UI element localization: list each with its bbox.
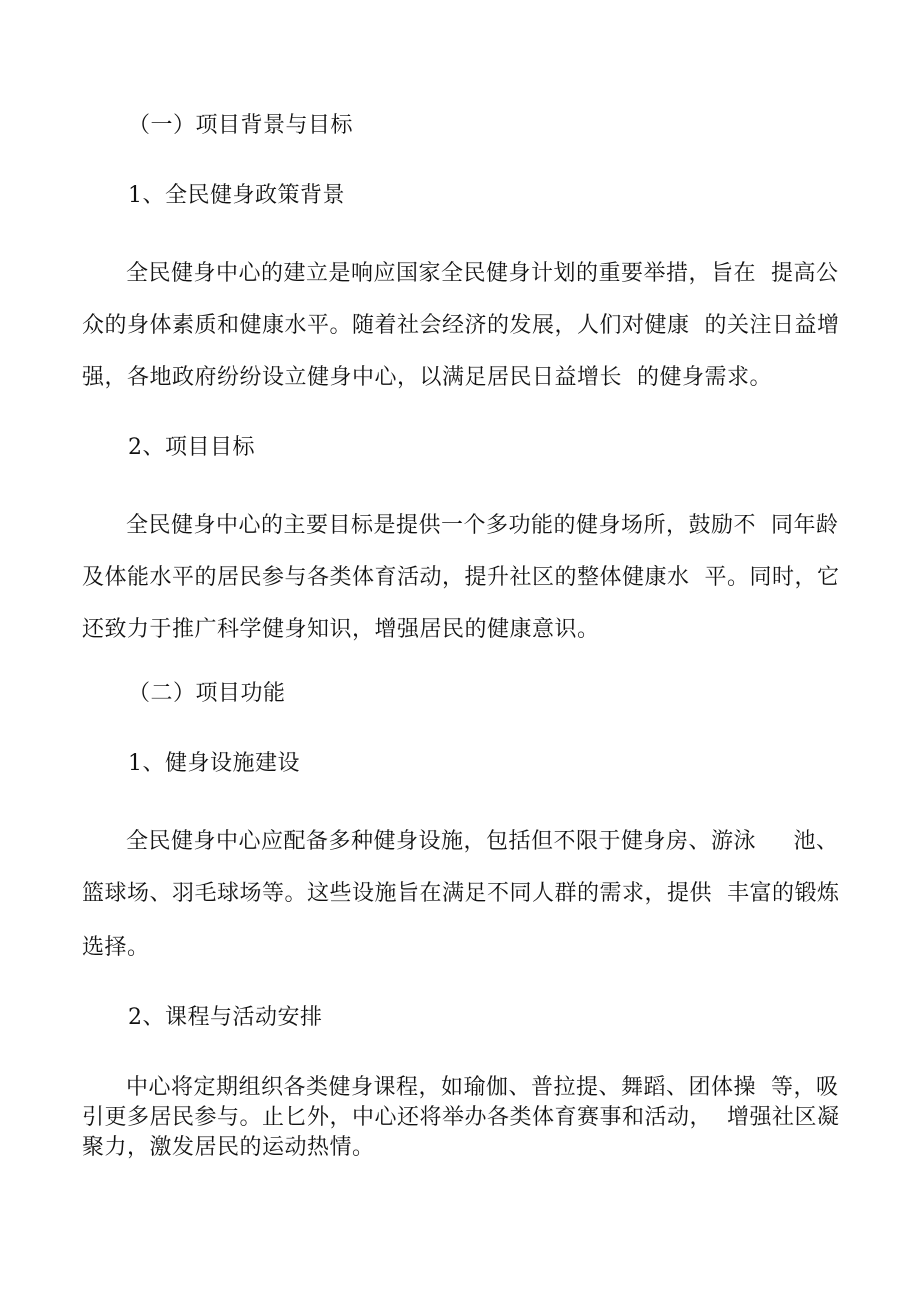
paragraph-1-line-2: 众的身体素质和健康水平。随着社会经济的发展，人们对健康 的关注日益增 [82,313,840,338]
paragraph-1-line-3: 强，各地政府纷纷设立健身中心，以满足居民日益增长 的健身需求。 [82,365,772,390]
paragraph-2-line-1: 全民健身中心的主要目标是提供一个多功能的健身场所，鼓励不 同年龄 [126,513,839,538]
section-title-2: （二）项目功能 [128,681,286,706]
item-title-project-goal: 2、项目目标 [128,435,255,460]
paragraph-4-line-1: 中心将定期组织各类健身课程，如瑜伽、普拉提、舞蹈、团体操 等，吸 [126,1075,839,1100]
paragraph-3-line-2: 篮球场、羽毛球场等。这些设施旨在满足不同人群的需求，提供 丰富的锻炼 [82,881,840,906]
section-title-1: （一）项目背景与目标 [128,113,354,138]
paragraph-2-line-3: 还致力于推广科学健身知识，增强居民的健康意识。 [82,617,600,642]
item-title-facilities: 1、健身设施建设 [128,751,300,776]
paragraph-1-line-1: 全民健身中心的建立是响应国家全民健身计划的重要举措，旨在 提高公 [126,261,839,286]
item-title-courses-activities: 2、课程与活动安排 [128,1005,323,1030]
paragraph-4-line-2: 引更多居民参与。止匕外，中心还将举办各类体育赛事和活动， 增强社区凝 [82,1105,840,1130]
paragraph-3-line-1: 全民健身中心应配备多种健身设施，包括但不限于健身房、游泳 池、 [126,829,839,854]
item-title-policy-background: 1、全民健身政策背景 [128,183,345,208]
paragraph-4-line-3: 聚力，激发居民的运动热情。 [82,1135,375,1160]
paragraph-2-line-2: 及体能水平的居民参与各类体育活动，提升社区的整体健康水 平。同时，它 [82,565,840,590]
paragraph-3-line-3: 选择。 [82,935,150,960]
